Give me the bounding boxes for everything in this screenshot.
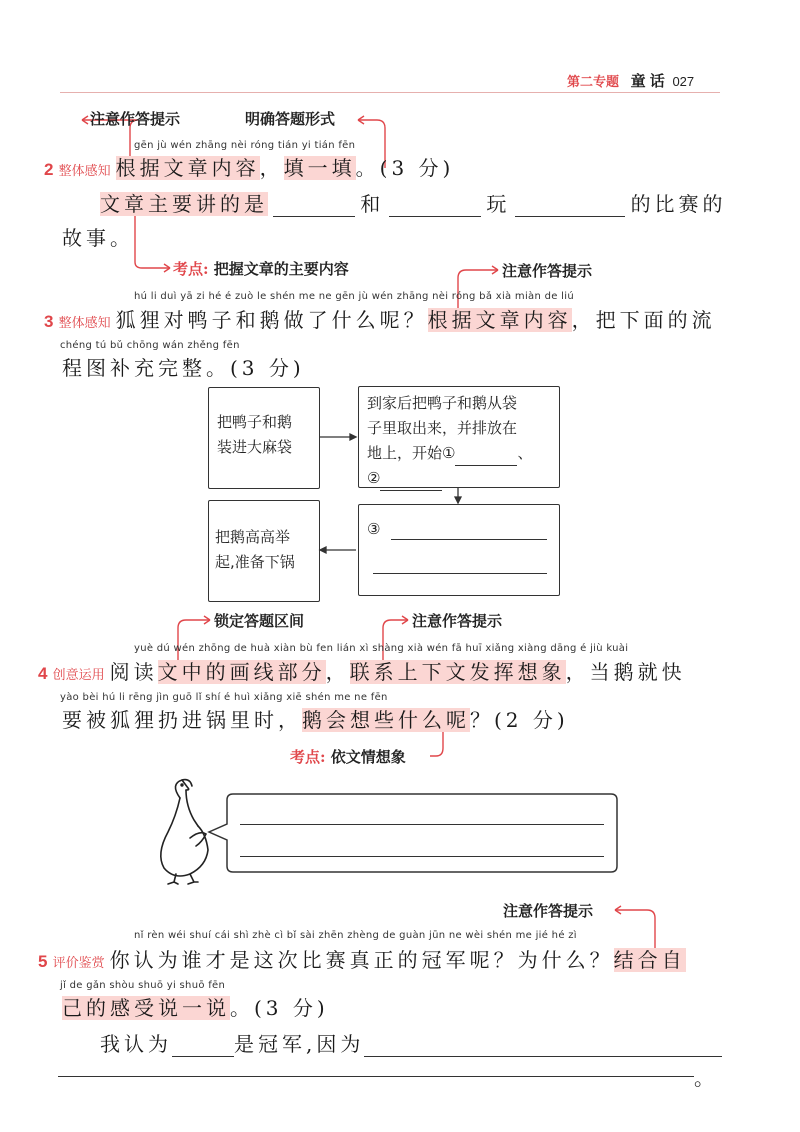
- q4-note-right: 注意作答提示: [412, 612, 503, 630]
- q5-question: [38, 944, 686, 973]
- page-number: 027: [672, 74, 695, 89]
- flow-box-2-sep: 、: [517, 444, 533, 462]
- q5-text-hl: 结合自: [613, 948, 686, 972]
- q5-pinyin: nǐ rèn wéi shuí cái shì zhè cì bǐ sài zhēn zhèng de guàn jūn ne wèi shén me jié hé zì: [134, 930, 577, 941]
- flow-marker-2: ②: [367, 469, 381, 487]
- q3-text-hl: 根据文章内容: [427, 308, 572, 332]
- q5-tag: 评价鉴赏: [52, 955, 105, 970]
- q5-answer-a: 我认为: [100, 1032, 172, 1056]
- q4-line2-hl: 鹅会想些什么呢: [302, 708, 470, 732]
- q2-number: 2: [44, 160, 54, 179]
- q2-fill-and: 和: [360, 192, 385, 216]
- q5-line2-b: 。(3 分): [230, 996, 329, 1020]
- q3-tag: 整体感知: [58, 315, 111, 330]
- q4-line2-b: ？(2 分): [470, 708, 569, 732]
- q3-pinyin2: chéng tú bǔ chōng wán zhěng fēn: [60, 340, 240, 351]
- q4-text-c: ，当鹅就快: [565, 660, 686, 684]
- flow-box-1-line-2: 装进大麻袋: [217, 438, 293, 456]
- q3-number: 3: [44, 312, 54, 331]
- q4-text-hl: 文中的画线部分: [157, 660, 326, 684]
- q2-kaodian: 考点: 把握文章的主要内容: [173, 260, 349, 278]
- q2-pinyin: gēn jù wén zhāng nèi róng tián yi tián fēn: [134, 140, 356, 151]
- flow-box-2-line-2: 子里取出来，并排放在: [367, 419, 518, 437]
- q5-text-a: 你认为谁才是这次比赛真正的冠军呢？为什么？: [109, 948, 614, 972]
- q2-text-hl2: 填一填: [283, 156, 356, 180]
- speech-bubble: [205, 790, 625, 876]
- q4-line2: [62, 704, 569, 733]
- q3-text-a: 狐狸对鸭子和鹅做了什么呢？: [115, 308, 428, 332]
- flow-box-2-line-1: 到家后把鸭子和鹅从袋: [367, 394, 518, 412]
- section-label: 童 话: [630, 73, 665, 90]
- q3-text-line2: 程图补充完整。(3 分): [62, 356, 305, 380]
- q4-kaodian-text: 依文情想象: [330, 748, 406, 766]
- flow-box-2-start: 地上，开始①: [367, 444, 456, 462]
- q5-note: 注意作答提示: [503, 902, 594, 920]
- q5-end-mark: 。: [694, 1066, 718, 1090]
- q2-fill-end: 的比赛的: [630, 192, 727, 216]
- q2-note-left: 注意作答提示: [90, 110, 181, 128]
- q4-kaodian-label: 考点: [290, 748, 321, 766]
- q2-kaodian-label: 考点: [173, 260, 204, 278]
- q4-question: [38, 656, 686, 685]
- q2-note-right: 明确答题形式: [245, 110, 336, 128]
- q5-answer-b: 是冠军,因为: [234, 1032, 365, 1056]
- q4-pinyin2: yào bèi hú li rēng jìn guō lǐ shí é huì xiǎng xiē shén me ne fēn: [60, 692, 388, 703]
- q4-kaodian: 考点: 依文情想象: [290, 748, 406, 766]
- q4-text-b: ，: [325, 660, 350, 684]
- q5-number: 5: [38, 952, 48, 971]
- q4-text-a: 阅读: [109, 660, 158, 684]
- q2-kaodian-text: 把握文章的主要内容: [213, 260, 349, 278]
- q4-pinyin: yuè dú wén zhōng de huà xiàn bù fen lián xì shàng xià wén fā huī xiǎng xiàng dāng é jiù kuài: [134, 643, 629, 654]
- q2-fill-play: 玩: [486, 192, 511, 216]
- flow-box-1-line-1: 把鸭子和鹅: [217, 413, 293, 431]
- unit-label: 第二专题: [567, 74, 620, 89]
- q2-fill-line2: 故事。: [62, 226, 134, 250]
- q3-pinyin: hú li duì yā zi hé é zuò le shén me ne gēn jù wén zhāng nèi róng bǎ xià miàn de liú: [134, 291, 574, 302]
- q5-blank-reason[interactable]: [364, 1038, 722, 1057]
- q2-fill-hl: 文章主要讲的是: [100, 192, 268, 216]
- q2-text-rest: 。(3 分): [355, 156, 455, 180]
- flow-box-3-line-2: 起,准备下锅: [215, 553, 295, 571]
- q4-tag: 创意运用: [52, 667, 105, 682]
- q5-line2: [62, 992, 329, 1021]
- q5-pinyin2: jǐ de gǎn shòu shuō yi shuō fēn: [60, 980, 226, 991]
- q4-text-hl2: 联系上下文发挥想象: [349, 660, 566, 684]
- q5-blank-champion[interactable]: [172, 1038, 234, 1057]
- q3-note: 注意作答提示: [502, 262, 593, 280]
- q4-answer-line-2[interactable]: [240, 856, 604, 857]
- q5-answer-line-2[interactable]: [58, 1076, 694, 1077]
- q4-line2-a: 要被狐狸扔进锅里时，: [62, 708, 302, 732]
- q4-note-left: 锁定答题区间: [214, 612, 305, 630]
- q3-text-b: ，把下面的流: [571, 308, 716, 332]
- q4-answer-line-1[interactable]: [240, 824, 604, 825]
- q2-text-hl: 根据文章内容: [115, 156, 260, 180]
- q2-comma: ，: [259, 156, 284, 180]
- q5-answer: [100, 1028, 722, 1057]
- flow-box-4-marker: ③: [367, 520, 381, 538]
- flow-box-3-line-1: 把鹅高高举: [215, 528, 291, 546]
- q4-number: 4: [38, 664, 48, 683]
- q2-tag: 整体感知: [58, 163, 111, 178]
- q5-line2-hl: 己的感受说一说: [62, 996, 230, 1020]
